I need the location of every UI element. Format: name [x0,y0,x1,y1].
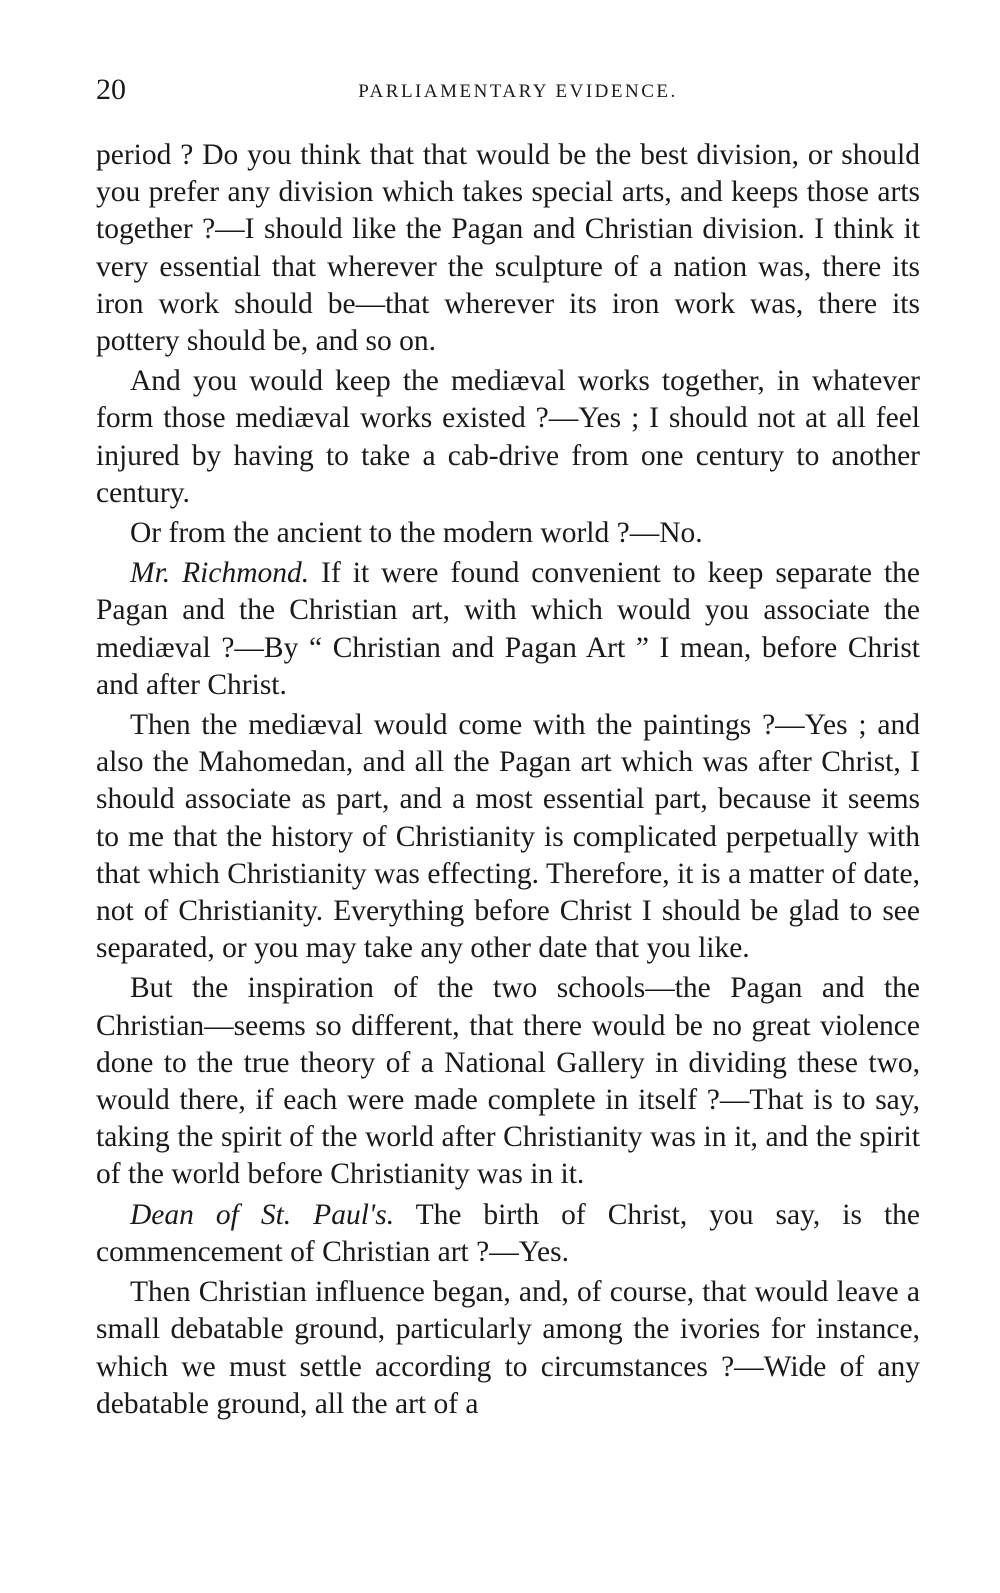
body-text [96,137,920,1426]
paragraph-text: Then Christian influence began, and, of course, that would leave a small debatable ground, particularly among the ivories for instance, which we must settle according to circumstances ?—Wide of any debatable ground, all the art of a [96,1276,920,1420]
paragraph-text: But the inspiration of the two schools—the Pagan and the Christian—seems so different, that there would be no great violence done to the true theory of a National Gallery in dividing these two, would there, if each were made complete in itself ?—That is to say, taking the spirit of the world after Christianity was in it, and the spirit of the world before Christianity was in it. [96,972,920,1191]
paragraph [96,515,920,552]
paragraph-text: Then the mediæval would come with the paintings ?—Yes ; and also the Mahomedan, and all the Pagan art which was after Christ, I should associate as part, and a most essential part, because it seems to me that the history of Christianity is complicated perpetually with that which Christianity was effecting. Therefore, it is a matter of date, not of Christianity. Everything before Christ I should be glad to see separated, or you may take any other date that you like. [96,709,920,965]
paragraph [96,707,920,967]
paragraph-text: And you would keep the mediæval works together, in whatever form those mediæval works existed ?—Yes ; I should not at all feel injured by having to take a cab-drive from one century to another century. [96,365,920,509]
page-header [96,72,920,108]
speaker-name: Dean of St. Paul's. [130,1198,395,1231]
paragraph-text: Or from the ancient to the modern world ?—No. [130,517,703,550]
paragraph [96,363,920,512]
paragraph [96,137,920,360]
paragraph [96,970,920,1193]
speaker-name: Mr. Richmond. [130,557,310,590]
paragraph-text: If it were found convenient to keep separate the Pagan and the Christian art, with which would you associate the mediæval ?—By “ Christian and Pagan Art ” I mean, before Christ and after Christ. [96,557,921,701]
running-title: PARLIAMENTARY EVIDENCE. [358,81,678,102]
page-number: 20 [96,73,126,106]
paragraph [96,1197,920,1271]
paragraph-text: The birth of Christ, you say, is the commencement of Christian art ?—Yes. [96,1198,921,1268]
paragraph [96,555,920,704]
paragraph-text: period ? Do you think that that would be the best division, or should you prefer any division which takes special arts, and keeps those arts together ?—I should like the Pagan and Christian division. I think it very essential that wherever the sculpture of a nation was, there its iron work should be—that wherever its iron work was, there its pottery should be, and so on. [96,139,920,358]
paragraph [96,1274,920,1423]
